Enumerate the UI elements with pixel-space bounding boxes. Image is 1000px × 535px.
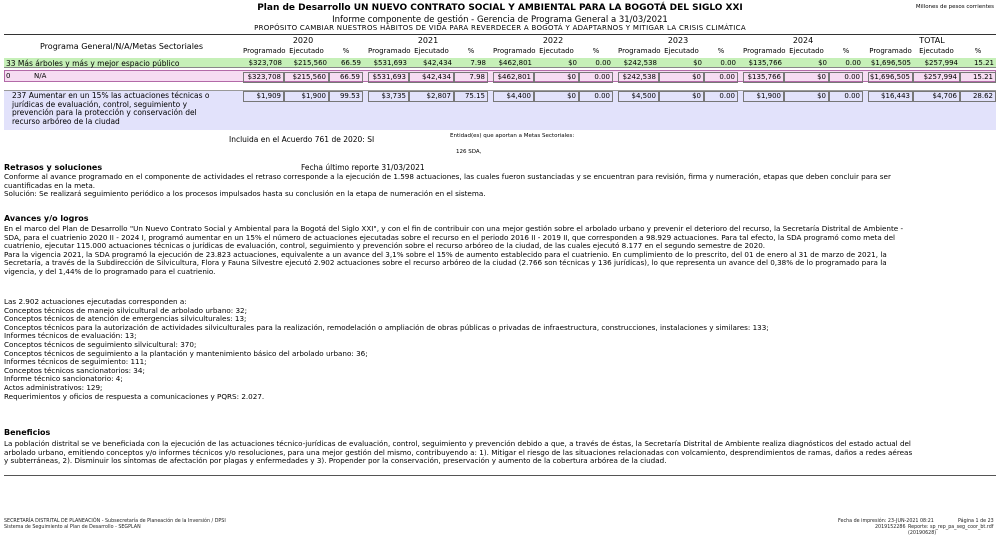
table-cell: 7.98	[454, 72, 488, 83]
table-cell: $4,500	[618, 91, 659, 102]
table-cell: 0.00	[595, 59, 611, 67]
table-cell: $1,909	[243, 91, 284, 102]
table-cell: $531,693	[368, 72, 409, 83]
year-total: TOTAL	[919, 36, 945, 45]
sub-header: Ejecutado	[919, 47, 954, 55]
paragraph-line: cuatrienio, ejecutar 115.000 actuaciones técnicas o jurídicas de evaluación, control, seguimiento y prevención sobre el recurso arbóreo de la ciudad, de las cuales ejecutó 8.177 en el segundo semestre de 2020.	[4, 241, 766, 251]
sub-header: Ejecutado	[289, 47, 324, 55]
footer-page: Página 1 de 23	[958, 519, 994, 524]
list-item: Actos administrativos: 129;	[4, 382, 103, 392]
footer-org: SECRETARÍA DISTRITAL DE PLANEACIÓN - Subsecretaría de Planeación de la Inversión / DPSI	[4, 519, 226, 524]
table-cell: $42,434	[423, 59, 452, 67]
year-2022: 2022	[542, 36, 564, 45]
sub-header: Ejecutado	[789, 47, 824, 55]
table-cell: 66.59	[329, 72, 363, 83]
year-2023: 2023	[667, 36, 689, 45]
table-cell: $462,801	[493, 72, 534, 83]
table-top-border	[4, 34, 996, 35]
table-cell: 0.00	[579, 72, 613, 83]
avances-text	[4, 225, 996, 277]
footer-print-date: Fecha de impresión: 23-JUN-2021 08:21	[838, 519, 934, 524]
row-237-label-line: jurídicas de evaluación, control, seguimiento y	[12, 99, 188, 109]
first-col-header: Programa General/N/A/Metas Sectoriales	[40, 42, 203, 51]
sub-header: Ejecutado	[664, 47, 699, 55]
footer-left	[4, 519, 226, 531]
paragraph-line: y subterráneas, 2). Disminuir los síntomas de afectación por plagas y enfermedades y 3). Propender por la conservación, preservación y aumento de la cobertura arbórea de la ciudad.	[4, 456, 667, 466]
table-cell: $135,766	[743, 72, 784, 83]
table-cell: $215,560	[284, 72, 329, 83]
table-cell: $0	[693, 59, 702, 67]
paragraph-line: Conforme al avance programado en el componente de actividades el retraso corresponde a la ejecución de 1.598 actuaciones, las cuales fueron sustanciadas y se encuentran para revisión, firma y numeración, etapas que deben concluir para ser	[4, 172, 891, 181]
row-237-label-line: 237 Aumentar en un 15% las actuaciones técnicas o	[12, 91, 210, 100]
retrasos-text	[4, 173, 996, 199]
units-label: Millones de pesos corrientes	[915, 4, 994, 10]
retrasos-heading: Retrasos y soluciones	[4, 163, 103, 172]
table-cell: 0.00	[829, 72, 863, 83]
table-cell: $0	[659, 72, 704, 83]
sub-header: Programado	[493, 47, 536, 55]
sub-header: %	[974, 47, 982, 55]
entidades-value: 126 SDA,	[456, 149, 482, 155]
paragraph-line: SDA, para el cuatrienio 2020 II - 2024 I, programó aumentar en un 15% el número de actuaciones ejecutadas sobre el recurso en el periodo 2016 II - 2019 II, que corresponden a 98.929 actuaciones. Para tal efecto, la SDA programó como meta del	[4, 232, 896, 242]
table-cell: 99.53	[329, 91, 363, 102]
report-subtitle: Informe componente de gestión - Gerencia de Programa General a 31/03/2021	[332, 15, 668, 25]
list-item: Conceptos técnicos de atención de emergencias silviculturales: 13;	[4, 314, 247, 324]
beneficios-heading: Beneficios	[4, 428, 51, 437]
table-cell: 66.59	[340, 59, 361, 67]
table-cell: 75.15	[454, 91, 488, 102]
list-item: Informe técnico sancionatorio: 4;	[4, 374, 123, 384]
row-na-label: N/A	[34, 72, 47, 80]
row-237-label-line: prevención para la protección y conservación del	[12, 108, 197, 118]
sub-header: Programado	[869, 47, 912, 55]
table-cell: $4,706	[913, 91, 960, 102]
paragraph-line: Solución: Se realizará seguimiento periódico a los procesos impulsados hasta su conclusión en la etapa de numeración en el sistema.	[4, 189, 486, 199]
table-cell: $3,735	[368, 91, 409, 102]
sub-header: Ejecutado	[414, 47, 449, 55]
sub-header: %	[467, 47, 475, 55]
table-cell: $0	[784, 91, 829, 102]
paragraph-line: arbolado urbano, emitiendo conceptos y/o informes técnicos y/o resoluciones, para una mejor gestión del mismo, contribuyendo a: 1). Mitigar el riesgo de las situaciones relacionadas con volcamiento, desprendimientos de ramas, daños a redes aéreas	[4, 447, 913, 457]
table-cell: 0.00	[704, 91, 738, 102]
list-item: Informes técnicos de evaluación: 13;	[4, 331, 137, 341]
sub-header: Programado	[243, 47, 286, 55]
table-cell: $531,693	[373, 59, 407, 67]
table-cell: $462,801	[498, 59, 532, 67]
beneficios-text	[4, 440, 996, 466]
sub-header: %	[717, 47, 725, 55]
year-2024: 2024	[792, 36, 814, 45]
avances-heading: Avances y/o logros	[4, 214, 89, 223]
table-cell: $1,900	[743, 91, 784, 102]
list-item: Conceptos técnicos de seguimiento a la plantación y mantenimiento básico del arbolado urbano: 36;	[4, 348, 368, 358]
list-item: Conceptos técnicos sancionatorios: 34;	[4, 365, 145, 375]
report-title: Plan de Desarrollo UN NUEVO CONTRATO SOCIAL Y AMBIENTAL PARA LA BOGOTÁ DEL SIGLO XXI	[257, 3, 743, 13]
table-cell: $242,538	[618, 72, 659, 83]
sub-header: %	[592, 47, 600, 55]
table-cell: $0	[784, 72, 829, 83]
table-cell: $0	[568, 59, 577, 67]
year-2021: 2021	[417, 36, 439, 45]
table-cell: $2,807	[409, 91, 454, 102]
sub-header: %	[342, 47, 350, 55]
table-cell: $323,708	[243, 72, 284, 83]
table-cell: $0	[818, 59, 827, 67]
table-cell: 0.00	[829, 91, 863, 102]
sub-header: Programado	[618, 47, 661, 55]
paragraph-line: En el marco del Plan de Desarrollo "Un Nuevo Contrato Social y Ambiental para la Bogotá del Siglo XXI", y con el fin de contribuir con una mejor gestión sobre el arbolado urbano y prevenir el deterioro del recurso, la Secretaría Distrital de Ambiente -	[4, 224, 904, 233]
sub-header: Ejecutado	[539, 47, 574, 55]
table-cell: $257,994	[924, 59, 958, 67]
table-cell: $16,443	[868, 91, 913, 102]
table-cell: $1,900	[284, 91, 329, 102]
row-na-code: 0	[6, 72, 11, 80]
sub-header: Programado	[743, 47, 786, 55]
list-item: Informes técnicos de seguimiento: 111;	[4, 357, 147, 367]
table-cell: 15.21	[973, 59, 994, 67]
table-cell: $135,766	[748, 59, 782, 67]
report-purpose: PROPÓSITO CAMBIAR NUESTROS HÁBITOS DE VIDA PARA REVERDECER A BOGOTÁ Y ADAPTARNOS Y MITIGAR LA CRISIS CLIMÁTICA	[254, 24, 746, 32]
table-cell: $4,400	[493, 91, 534, 102]
table-cell: 0.00	[720, 59, 736, 67]
row-237-label-line: recurso arbóreo de la ciudad	[12, 116, 120, 126]
paragraph-line: Para la vigencia 2021, la SDA programó la ejecución de 23.823 actuaciones, equivalente a un avance del 3,1% sobre el 15% de aumento establecido para el cuatrienio. En cumplimiento de lo prescrito, del 01 de enero al 31 de marzo de 2021, la	[4, 249, 887, 259]
paragraph-line: cuantificadas en la meta.	[4, 180, 96, 190]
table-cell: $323,708	[248, 59, 282, 67]
table-cell: 28.62	[960, 91, 996, 102]
table-cell: 0.00	[845, 59, 861, 67]
table-cell: $0	[534, 72, 579, 83]
table-cell: $1,696,505	[870, 59, 911, 67]
table-cell: 15.21	[960, 72, 996, 83]
table-cell: $42,434	[409, 72, 454, 83]
sub-header: Programado	[368, 47, 411, 55]
paragraph-line: La población distrital se ve beneficiada con la ejecución de las actuaciones técnico-jurídicas de evaluación, control, seguimiento y prevención debido a que, a través de éstas, la Secretaría Distrital de Ambiente realiza diagnósticos del estado actual del	[4, 439, 911, 448]
acuerdo-label: Incluida en el Acuerdo 761 de 2020: SI	[229, 135, 375, 144]
footer-report: Reporte: sp_rep_pa_seg_coor_bt.rdf (20190628)	[908, 525, 994, 535]
table-cell: 7.98	[470, 59, 486, 67]
table-cell: $1,696,505	[868, 72, 913, 83]
year-2020: 2020	[292, 36, 314, 45]
table-cell: $215,560	[293, 59, 327, 67]
footer-code: 2019152286	[875, 525, 906, 530]
entidades-label: Entidad(es) que aportan a Metas Sectoriales:	[450, 133, 575, 139]
fecha-ultimo-reporte: Fecha último reporte 31/03/2021	[301, 163, 425, 172]
footer-system: Sistema de Seguimiento al Plan de Desarrollo - SEGPLAN	[4, 525, 141, 530]
table-cell: $0	[659, 91, 704, 102]
avances-list	[4, 298, 996, 401]
list-item: Conceptos técnicos para la autorización de actividades silviculturales para la realización, remodelación o ampliación de obras públicas o privadas de infraestructura, construcciones, instalaciones y similares: 133;	[4, 322, 769, 332]
table-cell: 0.00	[704, 72, 738, 83]
list-item: Requerimientos y oficios de respuesta a comunicaciones y PQRS: 2.027.	[4, 391, 265, 401]
list-item: Conceptos técnicos de seguimiento silvicultural: 370;	[4, 339, 197, 349]
table-cell: $0	[534, 91, 579, 102]
content-bottom-border	[4, 475, 996, 476]
table-cell: $242,538	[623, 59, 657, 67]
sub-header: %	[842, 47, 850, 55]
paragraph-line: Secretaría, a través de la Subdirección de Silvicultura, Flora y Fauna Silvestre ejecutó 2.902 actuaciones sobre el recurso arbóreo de la ciudad (2.766 son técnicas y 136 jurídicas), lo que representa un avance del 0,38% de lo programado para la	[4, 258, 887, 268]
row-33-label: 33 Más árboles y más y mejor espacio público	[6, 59, 180, 68]
list-item: Conceptos técnicos de manejo silvicultural de arbolado urbano: 32;	[4, 305, 248, 315]
table-cell: $257,994	[913, 72, 960, 83]
paragraph-line: vigencia, y del 1,44% de lo programado para el cuatrienio.	[4, 266, 216, 276]
row-237-label	[12, 92, 210, 126]
list-intro: Las 2.902 actuaciones ejecutadas corresponden a:	[4, 297, 187, 306]
table-cell: 0.00	[579, 91, 613, 102]
